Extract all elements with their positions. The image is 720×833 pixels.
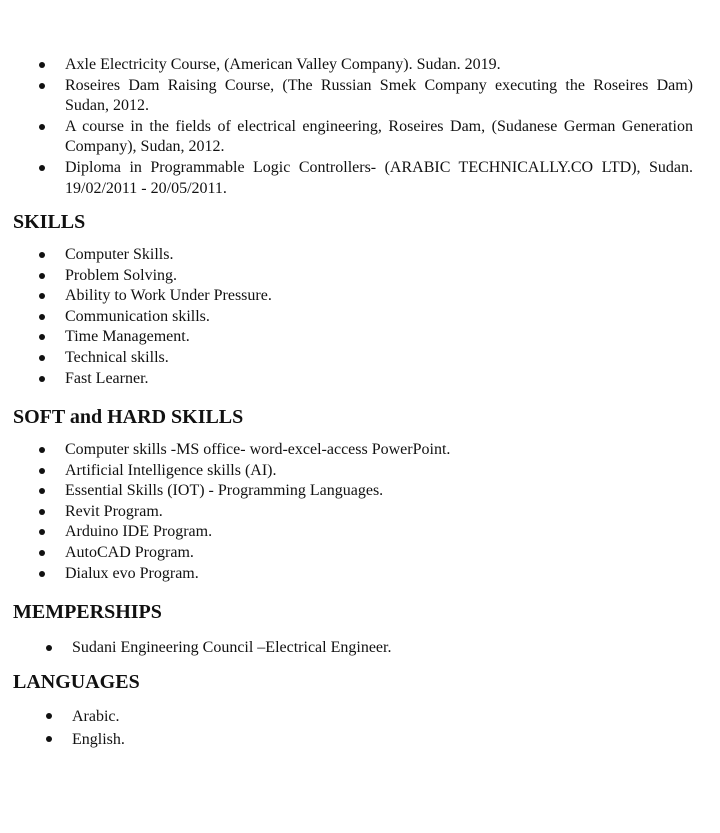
- list-item: Arabic.: [0, 706, 720, 729]
- list-item: Revit Program.: [0, 502, 720, 523]
- list-item: Artificial Intelligence skills (AI).: [0, 461, 720, 482]
- section-title-memberships: MEMPERSHIPS: [13, 601, 162, 623]
- list-item: Fast Learner.: [0, 369, 720, 390]
- list-item: Time Management.: [0, 327, 720, 348]
- section-title-skills: SKILLS: [13, 211, 86, 233]
- languages-list: [0, 706, 720, 751]
- list-item: Dialux evo Program.: [0, 564, 720, 585]
- list-item: Problem Solving.: [0, 266, 720, 287]
- courses-list: [0, 55, 720, 199]
- list-item: Diploma in Programmable Logic Controllers- (ARABIC TECHNICALLY.CO LTD), Sudan. 19/02/2011 - 20/05/2011.: [0, 158, 720, 199]
- list-item: AutoCAD Program.: [0, 543, 720, 564]
- list-item: Ability to Work Under Pressure.: [0, 286, 720, 307]
- list-item: Arduino IDE Program.: [0, 522, 720, 543]
- list-item: Essential Skills (IOT) - Programming Languages.: [0, 481, 720, 502]
- section-title-soft-hard-skills: SOFT and HARD SKILLS: [13, 406, 244, 428]
- list-item: Technical skills.: [0, 348, 720, 369]
- soft-hard-skills-list: [0, 440, 720, 584]
- list-item: Computer skills -MS office- word-excel-access PowerPoint.: [0, 440, 720, 461]
- list-item: Sudani Engineering Council –Electrical Engineer.: [0, 638, 720, 659]
- skills-list: [0, 245, 720, 389]
- list-item: Computer Skills.: [0, 245, 720, 266]
- list-item: Communication skills.: [0, 307, 720, 328]
- section-title-languages: LANGUAGES: [13, 671, 140, 693]
- memberships-list: [0, 638, 720, 659]
- list-item: English.: [0, 729, 720, 752]
- list-item: Axle Electricity Course, (American Valley Company). Sudan. 2019.: [0, 55, 720, 76]
- list-item: A course in the fields of electrical engineering, Roseires Dam, (Sudanese German Generation Company), Sudan, 2012.: [0, 117, 720, 158]
- list-item: Roseires Dam Raising Course, (The Russian Smek Company executing the Roseires Dam) Sudan, 2012.: [0, 76, 720, 117]
